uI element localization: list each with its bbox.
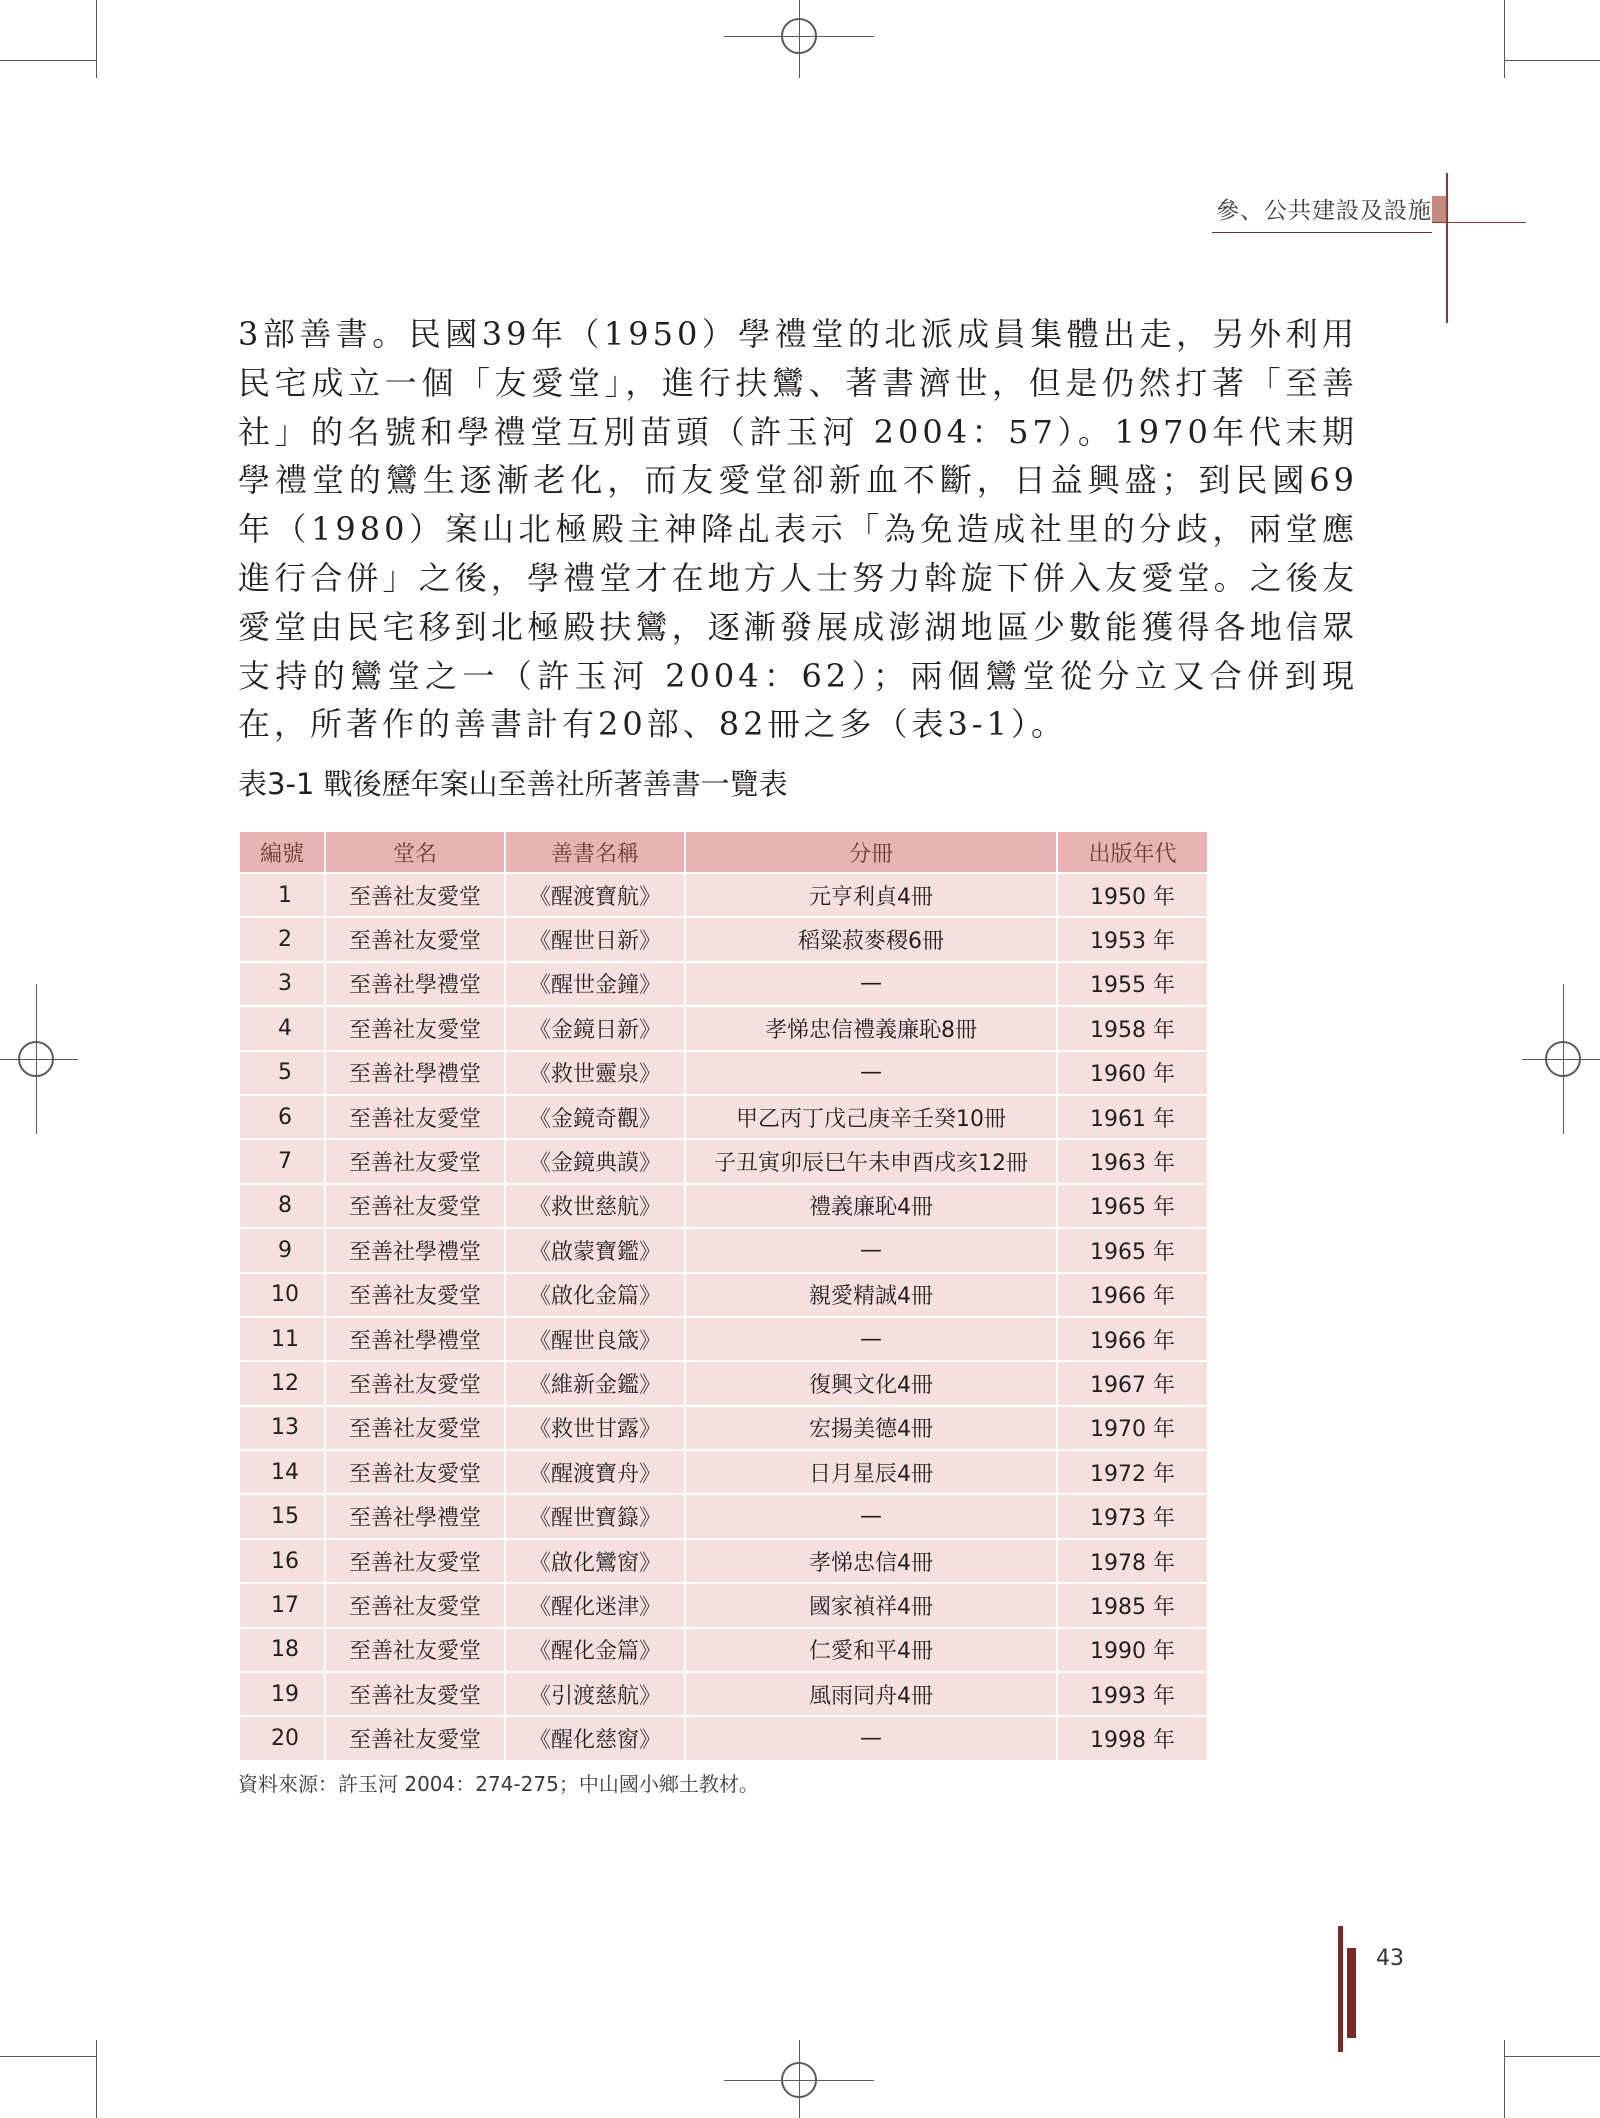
cell-year: 1985 年 bbox=[1058, 1584, 1207, 1626]
cell-book-title: 《醒化金篇》 bbox=[506, 1629, 684, 1671]
cell-hall-name: 至善社友愛堂 bbox=[326, 874, 504, 916]
cell-hall-name: 至善社學禮堂 bbox=[326, 1495, 504, 1537]
cell-hall-name: 至善社友愛堂 bbox=[326, 1540, 504, 1582]
cell-number: 11 bbox=[240, 1318, 324, 1360]
running-header-title: 參、公共建設及設施 bbox=[1216, 198, 1432, 224]
cell-volumes: — bbox=[686, 1495, 1056, 1537]
cell-number: 17 bbox=[240, 1584, 324, 1626]
page-number-bar-thick bbox=[1347, 1948, 1356, 2038]
cell-book-title: 《啟蒙寶鑑》 bbox=[506, 1229, 684, 1271]
cell-number: 12 bbox=[240, 1362, 324, 1404]
cell-hall-name: 至善社學禮堂 bbox=[326, 1052, 504, 1094]
table-row bbox=[240, 1673, 1207, 1715]
cell-volumes: 孝悌忠信禮義廉恥8冊 bbox=[686, 1007, 1056, 1049]
table-row bbox=[240, 1007, 1207, 1049]
page-number: 43 bbox=[1376, 1946, 1404, 1971]
table-row bbox=[240, 1362, 1207, 1404]
cell-number: 3 bbox=[240, 963, 324, 1005]
body-paragraph: 3部善書。民國39年（1950）學禮堂的北派成員集體出走，另外利用民宅成立一個「友愛堂」，進行扶鸞、著書濟世，但是仍然打著「至善社」的名號和學禮堂互別苗頭（許玉河 2004：57）。1970年代末期學禮堂的鸞生逐漸老化，而友愛堂卻新血不斷，日益興盛；到民國69年（1980）案山北極殿主神降乩表示「為免造成社里的分歧，兩堂應進行合併」之後，學禮堂才在地方人士努力斡旋下併入友愛堂。之後友愛堂由民宅移到北極殿扶鸞，逐漸發展成澎湖地區少數能獲得各地信眾支持的鸞堂之一（許玉河 2004：62）；兩個鸞堂從分立又合併到現在，所著作的善書計有20部、82冊之多（表3-1）。 bbox=[238, 315, 1358, 744]
cell-number: 16 bbox=[240, 1540, 324, 1582]
table-row bbox=[240, 1451, 1207, 1493]
cell-number: 5 bbox=[240, 1052, 324, 1094]
cell-volumes: — bbox=[686, 1052, 1056, 1094]
cell-book-title: 《醒渡寶航》 bbox=[506, 874, 684, 916]
cell-number: 18 bbox=[240, 1629, 324, 1671]
table-row bbox=[240, 1140, 1207, 1182]
cell-hall-name: 至善社友愛堂 bbox=[326, 1451, 504, 1493]
table-row bbox=[240, 1185, 1207, 1227]
cell-number: 4 bbox=[240, 1007, 324, 1049]
table-row bbox=[240, 1096, 1207, 1138]
cell-year: 1963 年 bbox=[1058, 1140, 1207, 1182]
cell-year: 1966 年 bbox=[1058, 1318, 1207, 1360]
cell-year: 1955 年 bbox=[1058, 963, 1207, 1005]
cell-volumes: — bbox=[686, 963, 1056, 1005]
cell-volumes: 禮義廉恥4冊 bbox=[686, 1185, 1056, 1227]
cell-book-title: 《醒渡寶舟》 bbox=[506, 1451, 684, 1493]
table-row bbox=[240, 1540, 1207, 1582]
table-caption: 表3-1 戰後歷年案山至善社所著善書一覽表 bbox=[238, 767, 788, 801]
cell-book-title: 《醒世金鐘》 bbox=[506, 963, 684, 1005]
cell-number: 19 bbox=[240, 1673, 324, 1715]
cell-hall-name: 至善社友愛堂 bbox=[326, 1096, 504, 1138]
cell-year: 1973 年 bbox=[1058, 1495, 1207, 1537]
cell-volumes: 風雨同舟4冊 bbox=[686, 1673, 1056, 1715]
cell-hall-name: 至善社友愛堂 bbox=[326, 1673, 504, 1715]
cell-book-title: 《醒世日新》 bbox=[506, 918, 684, 960]
cell-number: 13 bbox=[240, 1407, 324, 1449]
cell-year: 1970 年 bbox=[1058, 1407, 1207, 1449]
cell-book-title: 《醒世寶籙》 bbox=[506, 1495, 684, 1537]
header-accent-block bbox=[1432, 196, 1446, 222]
cell-volumes: — bbox=[686, 1717, 1056, 1759]
cell-book-title: 《金鏡日新》 bbox=[506, 1007, 684, 1049]
cell-year: 1990 年 bbox=[1058, 1629, 1207, 1671]
cell-hall-name: 至善社友愛堂 bbox=[326, 1185, 504, 1227]
cell-book-title: 《金鏡典謨》 bbox=[506, 1140, 684, 1182]
table-row bbox=[240, 963, 1207, 1005]
book-list-table bbox=[238, 830, 1209, 1762]
cell-volumes: 復興文化4冊 bbox=[686, 1362, 1056, 1404]
table-row bbox=[240, 1318, 1207, 1360]
table-row bbox=[240, 1274, 1207, 1316]
cell-book-title: 《醒化慈窗》 bbox=[506, 1717, 684, 1759]
cell-hall-name: 至善社友愛堂 bbox=[326, 1584, 504, 1626]
cell-hall-name: 至善社友愛堂 bbox=[326, 1717, 504, 1759]
cell-volumes: 日月星辰4冊 bbox=[686, 1451, 1056, 1493]
cell-hall-name: 至善社學禮堂 bbox=[326, 1229, 504, 1271]
table-row bbox=[240, 1495, 1207, 1537]
cell-year: 1967 年 bbox=[1058, 1362, 1207, 1404]
table-row bbox=[240, 918, 1207, 960]
cell-year: 1965 年 bbox=[1058, 1229, 1207, 1271]
header-hall-name: 堂名 bbox=[326, 832, 504, 872]
cell-number: 15 bbox=[240, 1495, 324, 1537]
header-accent-line bbox=[1446, 173, 1448, 323]
cell-year: 1972 年 bbox=[1058, 1451, 1207, 1493]
cell-number: 14 bbox=[240, 1451, 324, 1493]
cell-year: 1960 年 bbox=[1058, 1052, 1207, 1094]
cell-hall-name: 至善社友愛堂 bbox=[326, 1629, 504, 1671]
cell-number: 7 bbox=[240, 1140, 324, 1182]
cell-volumes: 稻粱菽麥稷6冊 bbox=[686, 918, 1056, 960]
table-header-row bbox=[240, 832, 1207, 872]
table-row bbox=[240, 1584, 1207, 1626]
cell-book-title: 《啟化金篇》 bbox=[506, 1274, 684, 1316]
cell-hall-name: 至善社學禮堂 bbox=[326, 963, 504, 1005]
cell-volumes: 國家禎祥4冊 bbox=[686, 1584, 1056, 1626]
page-number-bar bbox=[1338, 1926, 1343, 2052]
cell-number: 6 bbox=[240, 1096, 324, 1138]
cell-hall-name: 至善社學禮堂 bbox=[326, 1318, 504, 1360]
cell-year: 1993 年 bbox=[1058, 1673, 1207, 1715]
header-book-title: 善書名稱 bbox=[506, 832, 684, 872]
cell-volumes: 孝悌忠信4冊 bbox=[686, 1540, 1056, 1582]
cell-volumes: 子丑寅卯辰巳午未申酉戌亥12冊 bbox=[686, 1140, 1056, 1182]
table-source-note: 資料來源：許玉河 2004：274-275；中山國小鄉土教材。 bbox=[238, 1772, 759, 1796]
cell-volumes: 親愛精誠4冊 bbox=[686, 1274, 1056, 1316]
running-header bbox=[1212, 188, 1432, 233]
cell-year: 1965 年 bbox=[1058, 1185, 1207, 1227]
header-number: 編號 bbox=[240, 832, 324, 872]
cell-book-title: 《醒化迷津》 bbox=[506, 1584, 684, 1626]
cell-hall-name: 至善社友愛堂 bbox=[326, 1274, 504, 1316]
header-volumes: 分冊 bbox=[686, 832, 1056, 872]
cell-volumes: — bbox=[686, 1318, 1056, 1360]
cell-year: 1958 年 bbox=[1058, 1007, 1207, 1049]
cell-year: 1978 年 bbox=[1058, 1540, 1207, 1582]
header-year: 出版年代 bbox=[1058, 832, 1207, 872]
cell-year: 1953 年 bbox=[1058, 918, 1207, 960]
cell-volumes: 元亨利貞4冊 bbox=[686, 874, 1056, 916]
cell-year: 1966 年 bbox=[1058, 1274, 1207, 1316]
cell-book-title: 《引渡慈航》 bbox=[506, 1673, 684, 1715]
header-accent-underline bbox=[1432, 222, 1526, 223]
cell-volumes: — bbox=[686, 1229, 1056, 1271]
cell-book-title: 《救世甘露》 bbox=[506, 1407, 684, 1449]
cell-year: 1998 年 bbox=[1058, 1717, 1207, 1759]
cell-volumes: 宏揚美德4冊 bbox=[686, 1407, 1056, 1449]
cell-hall-name: 至善社友愛堂 bbox=[326, 1362, 504, 1404]
table-row bbox=[240, 874, 1207, 916]
table-row bbox=[240, 1229, 1207, 1271]
table-row bbox=[240, 1717, 1207, 1759]
cell-number: 9 bbox=[240, 1229, 324, 1271]
cell-volumes: 甲乙丙丁戊己庚辛壬癸10冊 bbox=[686, 1096, 1056, 1138]
cell-number: 1 bbox=[240, 874, 324, 916]
cell-number: 10 bbox=[240, 1274, 324, 1316]
cell-book-title: 《救世慈航》 bbox=[506, 1185, 684, 1227]
cell-hall-name: 至善社友愛堂 bbox=[326, 918, 504, 960]
table-row bbox=[240, 1407, 1207, 1449]
table-row bbox=[240, 1052, 1207, 1094]
cell-number: 2 bbox=[240, 918, 324, 960]
cell-year: 1950 年 bbox=[1058, 874, 1207, 916]
cell-volumes: 仁愛和平4冊 bbox=[686, 1629, 1056, 1671]
cell-hall-name: 至善社友愛堂 bbox=[326, 1407, 504, 1449]
cell-hall-name: 至善社友愛堂 bbox=[326, 1140, 504, 1182]
cell-book-title: 《金鏡奇觀》 bbox=[506, 1096, 684, 1138]
cell-book-title: 《救世靈泉》 bbox=[506, 1052, 684, 1094]
cell-number: 20 bbox=[240, 1717, 324, 1759]
cell-book-title: 《醒世良箴》 bbox=[506, 1318, 684, 1360]
cell-book-title: 《啟化鸞窗》 bbox=[506, 1540, 684, 1582]
table-row bbox=[240, 1629, 1207, 1671]
cell-year: 1961 年 bbox=[1058, 1096, 1207, 1138]
cell-number: 8 bbox=[240, 1185, 324, 1227]
cell-book-title: 《維新金鑑》 bbox=[506, 1362, 684, 1404]
cell-hall-name: 至善社友愛堂 bbox=[326, 1007, 504, 1049]
